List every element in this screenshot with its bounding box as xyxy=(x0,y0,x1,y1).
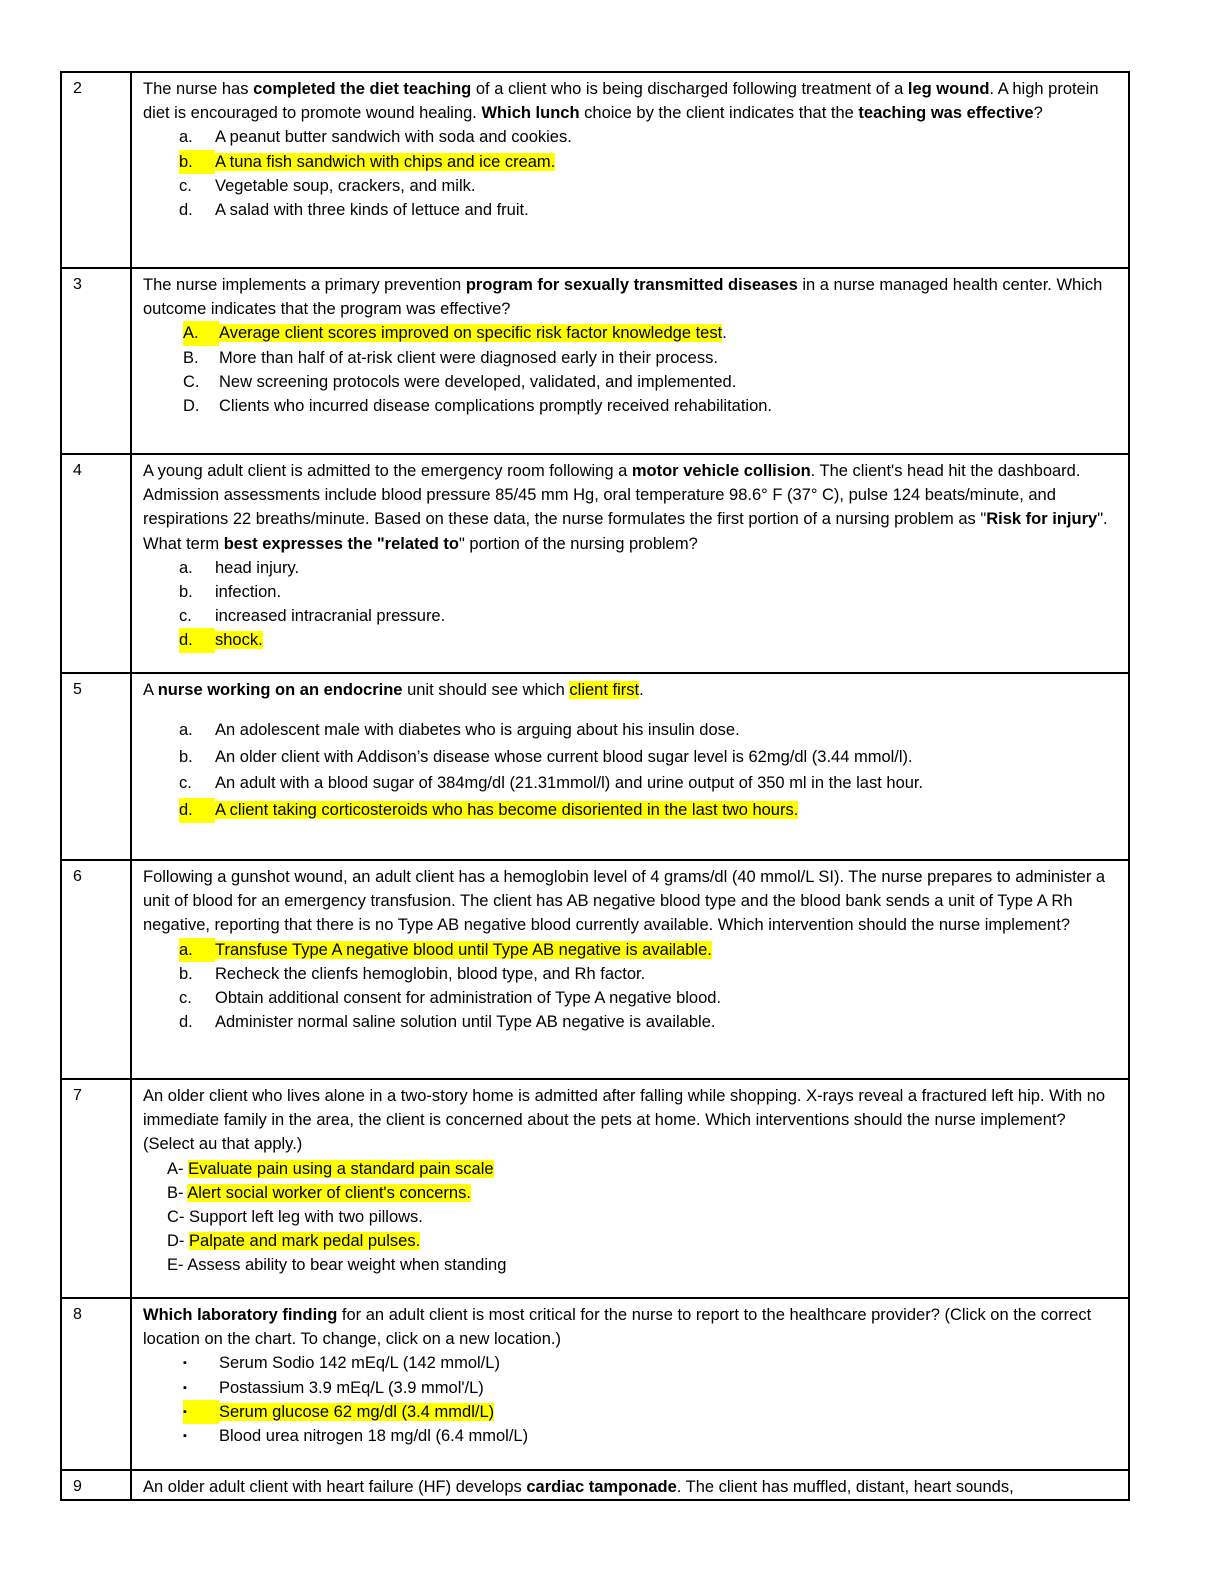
option-text: Serum glucose 62 mg/dl (3.4 mmdl/L) xyxy=(219,1402,495,1421)
question-stem xyxy=(143,1475,1118,1499)
question-number: 2 xyxy=(61,72,131,268)
option-text: A salad with three kinds of lettuce and fruit. xyxy=(215,201,529,220)
option-text: New screening protocols were developed, validated, and implemented. xyxy=(219,372,737,391)
option-text: infection. xyxy=(215,583,282,602)
option-text: Transfuse Type A negative blood until Type AB negative is available. xyxy=(215,940,712,959)
stem-text: Following a gunshot wound, an adult client has a hemoglobin level of 4 grams/dl (40 mmol/L SI). The nurse prepares to administer a unit of blood for an emergency transfusion. The client has AB negative blood type and the blood bank sends a unit of Type A Rh negative, reporting that there is no Type AB negative blood currently available. Which intervention should the nurse implement? xyxy=(143,868,1106,935)
option-label: d. xyxy=(179,1013,193,1032)
question-number: 4 xyxy=(61,454,131,673)
stem-text: ". What term xyxy=(143,510,1108,553)
answer-option[interactable] xyxy=(143,1400,1118,1424)
question-number: 8 xyxy=(61,1298,131,1470)
stem-text: A xyxy=(143,681,158,699)
stem-bold-text: leg wound xyxy=(907,80,990,98)
question-cell xyxy=(131,454,1129,673)
option-label: b. xyxy=(179,964,193,983)
option-label: C. xyxy=(183,372,200,391)
question-row xyxy=(61,1470,1129,1500)
stem-text: . The client has muffled, distant, heart sounds, xyxy=(676,1478,1014,1496)
stem-text: in a nurse managed health center. Which outcome indicates that the program was effective? xyxy=(143,276,1103,319)
question-stem xyxy=(143,77,1118,125)
option-text: An adult with a blood sugar of 384mg/dl (21.31mmol/l) and urine output of 350 ml in the last hour. xyxy=(215,774,924,793)
answer-option[interactable] xyxy=(143,628,1118,652)
option-label: a. xyxy=(179,128,193,147)
answer-option[interactable] xyxy=(143,174,1118,198)
answer-option[interactable] xyxy=(143,798,1118,823)
stem-text: of a client who is being discharged following treatment of a xyxy=(471,80,908,98)
stem-text: for an adult client is most critical for the nurse to report to the healthcare provider? (Click on the correct location on the chart. To change, click on a new location.) xyxy=(143,1306,1092,1349)
stem-bold-text: motor vehicle collision xyxy=(631,462,811,480)
answer-option[interactable] xyxy=(143,394,1118,418)
answer-option[interactable] xyxy=(167,1253,1118,1277)
answer-option[interactable] xyxy=(143,962,1118,986)
answer-option[interactable] xyxy=(143,346,1118,370)
question-cell xyxy=(131,1079,1129,1298)
bullet-icon: ▪ xyxy=(183,1430,187,1443)
stem-bold-text: Which laboratory finding xyxy=(143,1306,338,1324)
stem-bold-text: program for sexually transmitted diseases xyxy=(465,276,798,294)
question-cell xyxy=(131,72,1129,268)
stem-text: unit should see which xyxy=(402,681,570,699)
answer-option[interactable] xyxy=(143,604,1118,628)
option-label: a. xyxy=(179,558,193,577)
answer-option[interactable] xyxy=(143,986,1118,1010)
option-text: Recheck the clienfs hemoglobin, blood type, and Rh factor. xyxy=(215,964,646,983)
question-number: 5 xyxy=(61,673,131,860)
stem-text: choice by the client indicates that the xyxy=(579,104,859,123)
option-text: Administer normal saline solution until Type AB negative is available. xyxy=(215,1013,716,1032)
stem-bold-text: Risk for injury xyxy=(986,510,1098,529)
stem-text: . xyxy=(639,681,644,699)
answer-options xyxy=(143,321,1118,418)
option-label: d. xyxy=(179,201,193,220)
stem-text: . The client's head hit the dashboard. Admission assessments include blood pressure 85/45 mm Hg, oral temperature 98.6° F (37° C), pulse 124 beats/minute, and respirations 22 breaths/minute. Based on these data, the nurse formulates the first portion of a nursing problem as " xyxy=(143,462,1081,529)
question-table xyxy=(60,71,1130,1501)
answer-option[interactable] xyxy=(143,580,1118,604)
answer-option[interactable] xyxy=(143,556,1118,580)
question-row xyxy=(61,72,1129,268)
option-text: More than half of at-risk client were diagnosed early in their process. xyxy=(219,348,718,367)
option-label: a. xyxy=(179,721,193,740)
option-label: B- xyxy=(167,1183,184,1202)
answer-options xyxy=(143,718,1118,822)
option-text: An older client with Addison’s disease whose current blood sugar level is 62mg/dl (3.44 mmol/l). xyxy=(215,747,913,766)
option-text: Alert social worker of client's concerns. xyxy=(187,1183,471,1202)
stem-text: A young adult client is admitted to the emergency room following a xyxy=(143,462,632,480)
answer-options xyxy=(143,125,1118,222)
question-row xyxy=(61,454,1129,673)
option-label: c. xyxy=(179,607,192,626)
option-label: c. xyxy=(179,989,192,1008)
option-text: head injury. xyxy=(215,558,300,577)
option-label: c. xyxy=(179,774,192,793)
answer-option[interactable] xyxy=(143,125,1118,149)
answer-option[interactable] xyxy=(167,1205,1118,1229)
stem-text: The nurse has xyxy=(143,80,254,98)
option-text: A client taking corticosteroids who has become disoriented in the last two hours. xyxy=(215,800,799,819)
answer-option[interactable] xyxy=(143,718,1118,743)
question-row xyxy=(61,1298,1129,1470)
question-stem xyxy=(143,459,1118,556)
option-label: E- xyxy=(167,1256,184,1275)
option-text: increased intracranial pressure. xyxy=(215,607,446,626)
stem-bold-text: nurse working on an endocrine xyxy=(157,681,403,699)
option-label: d. xyxy=(179,628,215,652)
stem-text: " portion of the nursing problem? xyxy=(458,534,698,553)
question-cell xyxy=(131,1298,1129,1470)
question-cell xyxy=(131,268,1129,454)
option-text: Obtain additional consent for administration of Type A negative blood. xyxy=(215,989,722,1008)
question-number: 9 xyxy=(61,1470,131,1500)
option-text: Serum Sodio 142 mEq/L (142 mmol/L) xyxy=(219,1354,500,1373)
answer-options xyxy=(143,1157,1118,1278)
bullet-icon: ▪ xyxy=(183,1400,219,1424)
answer-option[interactable] xyxy=(167,1181,1118,1205)
stem-text: ? xyxy=(1033,104,1043,123)
question-row xyxy=(61,860,1129,1079)
question-row xyxy=(61,673,1129,860)
option-label: D- xyxy=(167,1232,185,1251)
answer-options xyxy=(143,938,1118,1035)
option-text: A tuna fish sandwich with chips and ice cream. xyxy=(215,152,556,171)
question-cell xyxy=(131,860,1129,1079)
stem-text: An older adult client with heart failure (HF) develops xyxy=(143,1478,527,1496)
question-stem xyxy=(143,678,1118,702)
option-label: b. xyxy=(179,150,215,174)
answer-option[interactable] xyxy=(143,1376,1118,1400)
option-text: A peanut butter sandwich with soda and cookies. xyxy=(215,128,572,147)
stem-bold-text: cardiac tamponade xyxy=(526,1478,677,1496)
answer-option[interactable] xyxy=(143,745,1118,770)
question-number: 7 xyxy=(61,1079,131,1298)
option-label: A. xyxy=(183,321,219,345)
answer-option[interactable] xyxy=(167,1157,1118,1181)
option-text: Support left leg with two pillows. xyxy=(189,1208,423,1227)
stem-bold-text: Which lunch xyxy=(481,104,580,123)
bullet-icon: ▪ xyxy=(183,1381,187,1394)
answer-options xyxy=(143,1351,1118,1448)
answer-options xyxy=(143,556,1118,653)
question-stem xyxy=(143,1084,1118,1157)
question-row xyxy=(61,268,1129,454)
option-label: d. xyxy=(179,798,215,823)
option-label: a. xyxy=(179,938,215,962)
answer-option[interactable] xyxy=(143,198,1118,222)
stem-text: . A high protein diet is encouraged to promote wound healing. xyxy=(143,80,1099,123)
answer-option[interactable] xyxy=(143,150,1118,174)
stem-text: An older client who lives alone in a two-story home is admitted after falling while shopping. X-rays reveal a fractured left hip. With no immediate family in the area, the client is concerned about the pets at home. Which interventions should the nurse implement? (Select au that apply.) xyxy=(143,1087,1106,1154)
stem-bold-text: teaching was effective xyxy=(858,104,1034,123)
option-text: Palpate and mark pedal pulses. xyxy=(189,1232,421,1251)
question-number: 3 xyxy=(61,268,131,454)
bullet-icon: ▪ xyxy=(183,1357,187,1370)
answer-option[interactable] xyxy=(143,1424,1118,1448)
question-stem xyxy=(143,1303,1118,1351)
option-text: Postassium 3.9 mEq/L (3.9 mmol'/L) xyxy=(219,1378,484,1397)
option-text: Evaluate pain using a standard pain scale xyxy=(188,1159,494,1178)
question-stem xyxy=(143,273,1118,321)
stem-bold-text: best expresses the "related to xyxy=(223,534,459,553)
option-text: Clients who incurred disease complications promptly received rehabilitation. xyxy=(219,397,773,416)
option-label: D. xyxy=(183,397,200,416)
answer-option[interactable] xyxy=(143,321,1118,345)
answer-option[interactable] xyxy=(143,1351,1118,1375)
answer-option[interactable] xyxy=(167,1229,1118,1253)
answer-option[interactable] xyxy=(143,1010,1118,1034)
option-label: B. xyxy=(183,348,199,367)
answer-option[interactable] xyxy=(143,771,1118,796)
question-table-body xyxy=(61,72,1129,1500)
stem-bold-text: completed the diet teaching xyxy=(253,80,472,98)
option-label: c. xyxy=(179,176,192,195)
option-text: shock. xyxy=(215,631,263,650)
option-text: An adolescent male with diabetes who is arguing about his insulin dose. xyxy=(215,721,740,740)
answer-option[interactable] xyxy=(143,938,1118,962)
option-text: Vegetable soup, crackers, and milk. xyxy=(215,176,476,195)
question-row xyxy=(61,1079,1129,1298)
question-cell xyxy=(131,673,1129,860)
option-text: Blood urea nitrogen 18 mg/dl (6.4 mmol/L) xyxy=(219,1427,529,1446)
option-text: Assess ability to bear weight when standing xyxy=(187,1256,507,1275)
stem-text: client first xyxy=(569,681,640,699)
option-label: b. xyxy=(179,747,193,766)
answer-option[interactable] xyxy=(143,370,1118,394)
option-label: b. xyxy=(179,583,193,602)
question-stem xyxy=(143,865,1118,938)
question-number: 6 xyxy=(61,860,131,1079)
option-label: A- xyxy=(167,1159,184,1178)
stem-text: The nurse implements a primary prevention xyxy=(143,276,466,294)
option-trailing-text: . xyxy=(722,324,727,343)
option-text: Average client scores improved on specific risk factor knowledge test xyxy=(219,324,723,343)
option-label: C- xyxy=(167,1208,185,1227)
question-cell xyxy=(131,1470,1129,1500)
